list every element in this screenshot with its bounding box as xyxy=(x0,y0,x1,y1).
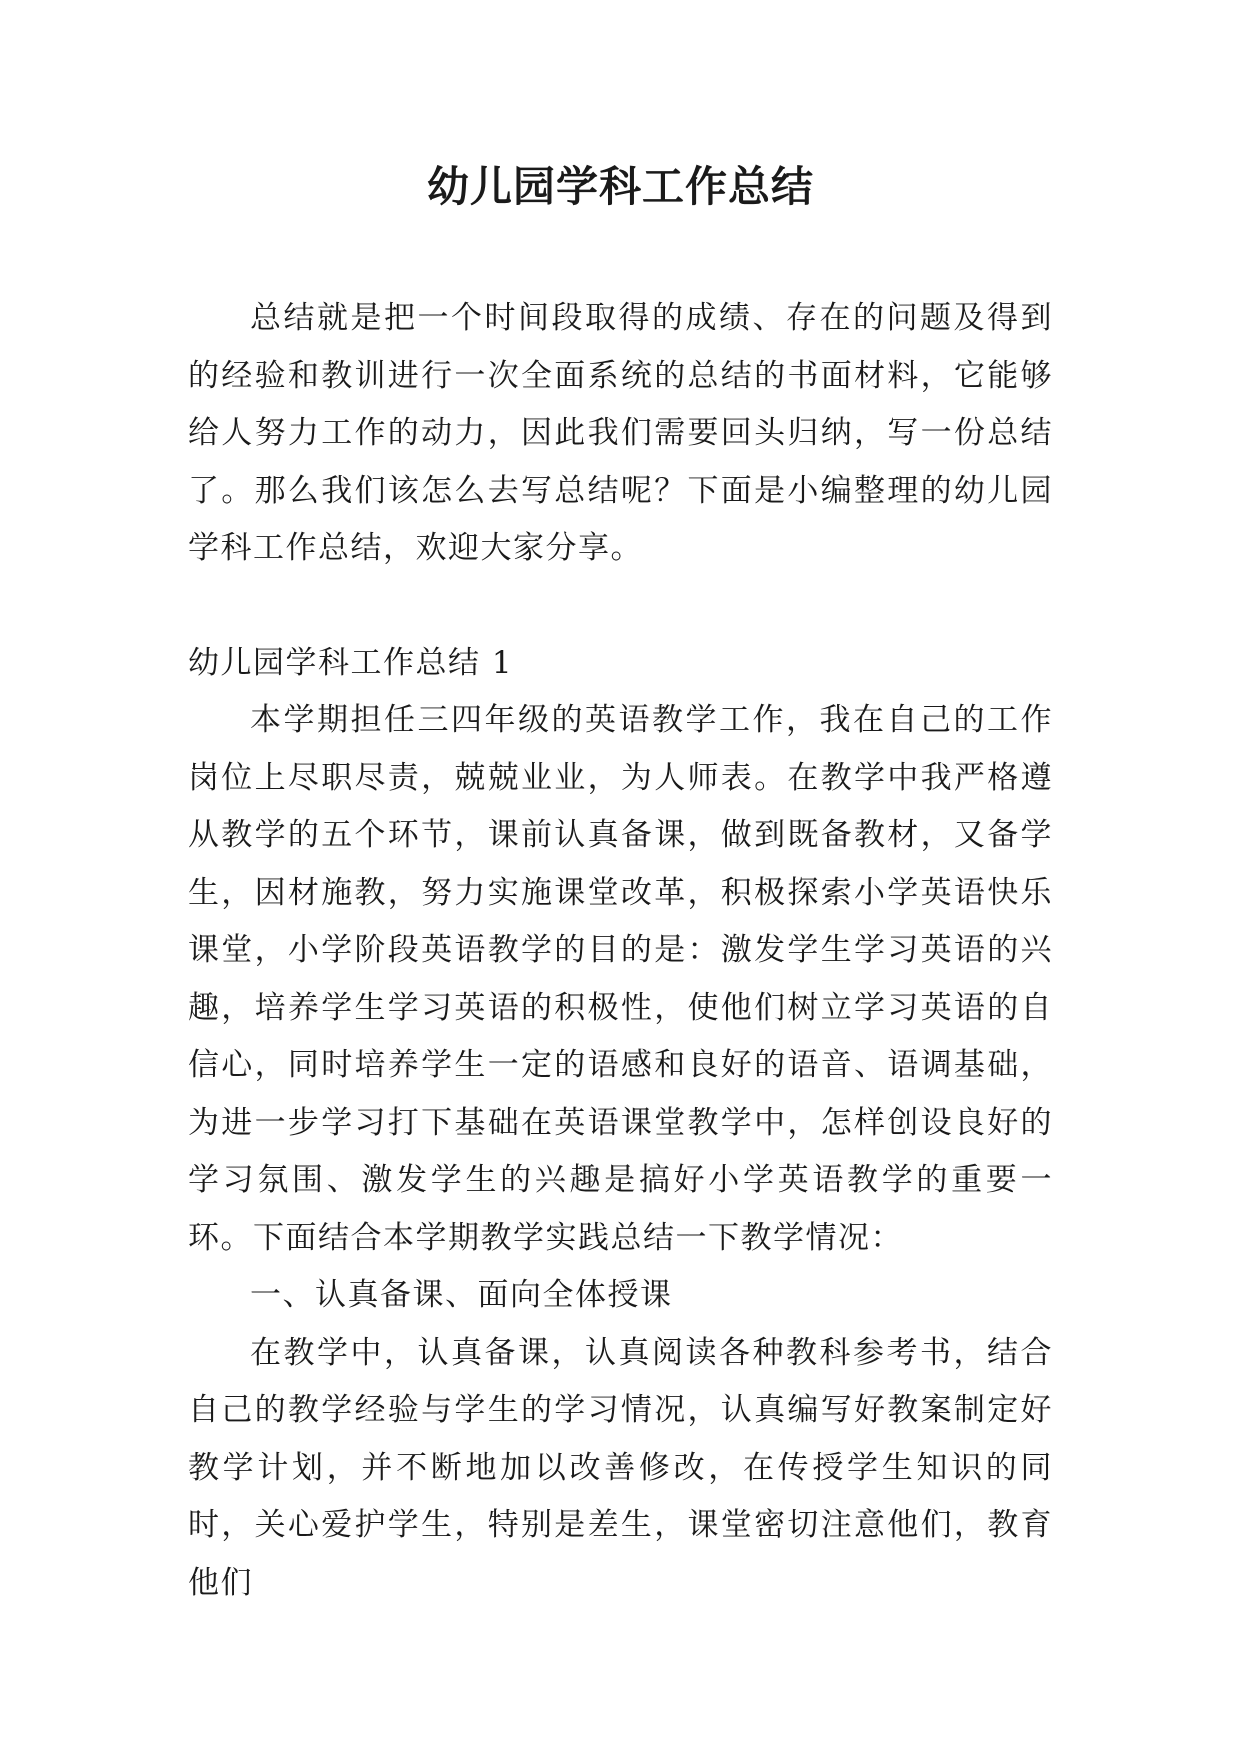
subheading-1: 一、认真备课、面向全体授课 xyxy=(250,1277,673,1313)
paragraph-2: 在教学中，认真备课，认真阅读各种教科参考书，结合自己的教学经验与学生的学习情况，认真编写好教案制定好教学计划，并不断地加以改善修改，在传授学生知识的同时，关心爱护学生，特别是差生，课堂密切注意他们，教育他们 xyxy=(188,1334,1053,1601)
intro-paragraph: 总结就是把一个时间段取得的成绩、存在的问题及得到的经验和教训进行一次全面系统的总结的书面材料，它能够给人努力工作的动力，因此我们需要回头归纳，写一份总结了。那么我们该怎么去写总结呢？下面是小编整理的幼儿园学科工作总结，欢迎大家分享。 xyxy=(188,300,1053,566)
paragraph-1: 本学期担任三四年级的英语教学工作，我在自己的工作岗位上尽职尽责，兢兢业业，为人师表。在教学中我严格遵从教学的五个环节，课前认真备课，做到既备教材，又备学生，因材施教，努力实施课堂改革，积极探索小学英语快乐课堂，小学阶段英语教学的目的是：激发学生学习英语的兴趣，培养学生学习英语的积极性，使他们树立学习英语的自信心，同时培养学生一定的语感和良好的语音、语调基础，为进一步学习打下基础在英语课堂教学中，怎样创设良好的学习氛围、激发学生的兴趣是搞好小学英语教学的重要一环。下面结合本学期教学实践总结一下教学情况： xyxy=(188,702,1053,1256)
document-body xyxy=(188,290,1053,1612)
section-title: 幼儿园学科工作总结 1 xyxy=(188,644,514,681)
paragraph-gap xyxy=(188,578,1053,635)
document-title: 幼儿园学科工作总结 xyxy=(426,162,814,211)
